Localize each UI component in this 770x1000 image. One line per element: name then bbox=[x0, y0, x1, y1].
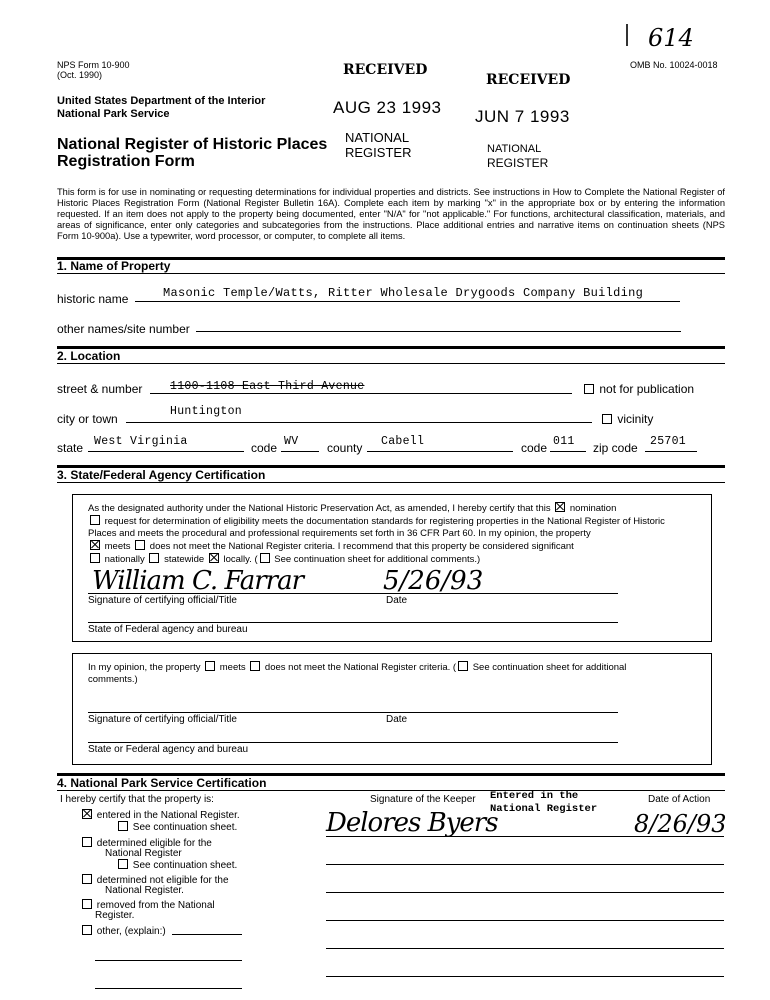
continuation-checkbox[interactable] bbox=[260, 553, 270, 563]
certify-label: I hereby certify that the property is: bbox=[60, 794, 214, 805]
option-entered-cont[interactable] bbox=[116, 821, 237, 834]
keeper-sig-line bbox=[326, 948, 724, 949]
keeper-sig-line bbox=[326, 892, 724, 893]
city-label: city or town bbox=[57, 412, 118, 426]
other-names-line bbox=[196, 331, 681, 332]
date-of-action-label: Date of Action bbox=[648, 794, 711, 805]
removed-label-2: Register. bbox=[95, 910, 135, 921]
entered-stamp-line1: Entered in the bbox=[490, 790, 579, 802]
eligible-label: determined eligible for the bbox=[96, 838, 212, 849]
action-date: 8/26/93 bbox=[634, 810, 727, 838]
county-value[interactable]: Cabell bbox=[381, 435, 425, 448]
state-label: state bbox=[57, 441, 84, 455]
city-value[interactable]: Huntington bbox=[170, 405, 243, 418]
stamp-2-line2: REGISTER bbox=[487, 156, 549, 170]
other-names-label: other names/site number bbox=[57, 322, 190, 336]
stamp-2-date: JUN 7 1993 bbox=[475, 107, 570, 126]
agency-line bbox=[88, 742, 618, 743]
opinion-continuation-checkbox[interactable] bbox=[458, 661, 468, 671]
explain-line bbox=[95, 988, 242, 989]
opinion-meets-label: meets bbox=[219, 662, 246, 673]
nomination-label: nomination bbox=[569, 503, 617, 514]
street-line bbox=[150, 393, 572, 394]
statewide-checkbox[interactable] bbox=[149, 553, 159, 563]
entered-cont-label: See continuation sheet. bbox=[132, 822, 238, 833]
stamp-2-line1: NATIONAL bbox=[487, 143, 542, 155]
zip-line bbox=[645, 451, 697, 452]
not-for-publication[interactable] bbox=[582, 382, 694, 396]
opinion-meets-checkbox[interactable] bbox=[205, 661, 215, 671]
removed-label: removed from the National bbox=[96, 900, 215, 911]
not-eligible-label: determined not eligible for the bbox=[96, 875, 229, 886]
vicinity-label: vicinity bbox=[617, 412, 654, 426]
not-eligible-label-2: National Register. bbox=[105, 885, 184, 896]
zip-value[interactable]: 25701 bbox=[650, 435, 687, 448]
signature-label: Signature of certifying official/Title bbox=[88, 595, 237, 606]
form-title: National Register of Historic Places bbox=[57, 136, 328, 153]
cert-text-1: As the designated authority under the National Historic Preservation Act, as amended, I hereby certify that this bbox=[88, 503, 551, 514]
section-4-heading: 4. National Park Service Certification bbox=[57, 776, 267, 790]
signature-line bbox=[88, 593, 618, 594]
nationally-label: nationally bbox=[104, 554, 145, 565]
street-value[interactable]: 1100-1108 East Third Avenue bbox=[170, 380, 365, 393]
eligible-checkbox[interactable] bbox=[82, 837, 92, 847]
other-line bbox=[172, 934, 242, 935]
form-date: (Oct. 1990) bbox=[57, 70, 103, 80]
opinion-not-meet-label: does not meet the National Register criteria. ( bbox=[264, 662, 457, 673]
entered-checkbox[interactable] bbox=[82, 809, 92, 819]
meets-checkbox[interactable] bbox=[90, 540, 100, 550]
signature-label-2: Signature of certifying official/Title bbox=[88, 714, 237, 725]
section-3-heading: 3. State/Federal Agency Certification bbox=[57, 468, 266, 482]
section-underline bbox=[57, 273, 725, 274]
eligibility-checkbox[interactable] bbox=[90, 515, 100, 525]
date-label: Date bbox=[386, 595, 408, 606]
agency-label-2: State or Federal agency and bureau bbox=[88, 744, 249, 755]
state-code-label: code bbox=[251, 441, 278, 455]
section-1-heading: 1. Name of Property bbox=[57, 259, 171, 273]
county-code-value[interactable]: 011 bbox=[553, 435, 575, 448]
historic-name-value[interactable]: Masonic Temple/Watts, Ritter Wholesale Drygoods Company Building bbox=[163, 286, 644, 300]
handwritten-number: 614 bbox=[648, 24, 694, 52]
county-code-label: code bbox=[521, 441, 548, 455]
cert-text-2: request for determination of eligibility meets the documentation standards for registering properties in the National Register of Historic Places and meets the procedural and professional requirements set forth in 36 CFR Part 60. In my opinion, the property bbox=[88, 516, 665, 539]
does-not-meet-checkbox[interactable] bbox=[135, 540, 145, 550]
removed-checkbox[interactable] bbox=[82, 899, 92, 909]
county-line bbox=[367, 451, 513, 452]
historic-name-line bbox=[135, 301, 680, 302]
state-code-value[interactable]: WV bbox=[284, 435, 299, 448]
pen-mark bbox=[626, 24, 628, 46]
department-name: United States Department of the Interior bbox=[57, 95, 266, 107]
state-code-line bbox=[281, 451, 319, 452]
received-stamp-1: RECEIVED bbox=[343, 62, 428, 78]
does-not-meet-label: does not meet the National Register criteria. I recommend that this property be considered significant bbox=[149, 541, 574, 552]
form-number: NPS Form 10-900 bbox=[57, 60, 130, 70]
county-code-line bbox=[550, 451, 586, 452]
not-for-publication-checkbox[interactable] bbox=[584, 384, 594, 394]
omb-number: OMB No. 10024-0018 bbox=[630, 60, 718, 70]
received-stamp-2: RECEIVED bbox=[486, 72, 571, 88]
not-eligible-checkbox[interactable] bbox=[82, 874, 92, 884]
section-underline bbox=[57, 790, 725, 791]
locally-checkbox[interactable] bbox=[209, 553, 219, 563]
stamp-1-line1: NATIONAL bbox=[345, 130, 410, 145]
keeper-sig-line bbox=[326, 920, 724, 921]
entered-label: entered in the National Register. bbox=[96, 810, 240, 821]
other-label: other, (explain:) bbox=[96, 926, 166, 937]
nationally-checkbox[interactable] bbox=[90, 553, 100, 563]
agency-line bbox=[88, 622, 618, 623]
opinion-paragraph bbox=[88, 661, 678, 686]
keeper-sig-line bbox=[326, 864, 724, 865]
section-2-heading: 2. Location bbox=[57, 349, 121, 363]
state-line bbox=[88, 451, 244, 452]
cert-paragraph bbox=[88, 502, 678, 566]
keeper-label: Signature of the Keeper bbox=[370, 794, 476, 805]
eligible-label-2: National Register bbox=[105, 848, 182, 859]
section-rule bbox=[57, 346, 725, 349]
stamp-1-line2: REGISTER bbox=[345, 145, 412, 160]
vicinity[interactable] bbox=[600, 412, 653, 426]
form-subtitle: Registration Form bbox=[57, 153, 195, 170]
locally-label: locally. ( bbox=[223, 554, 258, 565]
opinion-text: In my opinion, the property bbox=[88, 662, 201, 673]
county-label: county bbox=[327, 441, 363, 455]
street-label: street & number bbox=[57, 382, 143, 396]
certifying-signature: William C. Farrar bbox=[92, 566, 304, 596]
option-other[interactable] bbox=[80, 925, 166, 938]
opinion-continuation-label: See continuation sheet for additional comments.) bbox=[88, 662, 627, 685]
explain-line bbox=[95, 960, 242, 961]
city-line bbox=[126, 422, 592, 423]
signature-line bbox=[88, 712, 618, 713]
date-label-2: Date bbox=[386, 714, 408, 725]
stamp-1-date: AUG 23 1993 bbox=[333, 98, 442, 117]
section-underline bbox=[57, 363, 725, 364]
entered-stamp-line2: National Register bbox=[490, 803, 598, 815]
vicinity-checkbox[interactable] bbox=[602, 414, 612, 424]
zip-label: zip code bbox=[593, 441, 638, 455]
statewide-label: statewide bbox=[164, 554, 205, 565]
keeper-sig-line bbox=[326, 976, 724, 977]
entered-cont-checkbox[interactable] bbox=[118, 821, 128, 831]
instructions-paragraph: This form is for use in nominating or requesting determinations for individual properties and districts. See instructions in How to Complete the National Register of Historic Places Registration Form (National Register Bulletin 16A). Complete each item by marking "x" in the appropriate box or by entering the information requested. If an item does not apply to the property being documented, enter "N/A" for "not applicable." For functions, architectural classification, materials, and areas of significance, enter only categories and subcategories from the instructions. Place additional entries and narrative items on continuation sheets (NPS Form 10-900a). Use a typewriter, word processor, or computer, to complete all items. bbox=[57, 187, 725, 241]
agency-name: National Park Service bbox=[57, 108, 170, 120]
eligible-cont-checkbox[interactable] bbox=[118, 859, 128, 869]
certifying-date: 5/26/93 bbox=[383, 566, 484, 596]
nomination-checkbox[interactable] bbox=[555, 502, 565, 512]
agency-label: State of Federal agency and bureau bbox=[88, 624, 248, 635]
meets-label: meets bbox=[104, 541, 131, 552]
continuation-label: See continuation sheet for additional comments.) bbox=[274, 554, 481, 565]
eligible-cont-label: See continuation sheet. bbox=[132, 860, 238, 871]
other-checkbox[interactable] bbox=[82, 925, 92, 935]
keeper-sig-line bbox=[326, 836, 724, 837]
historic-name-label: historic name bbox=[57, 292, 129, 306]
state-value[interactable]: West Virginia bbox=[94, 435, 188, 448]
option-eligible-cont[interactable] bbox=[116, 859, 237, 872]
not-for-publication-label: not for publication bbox=[599, 382, 695, 396]
opinion-not-meet-checkbox[interactable] bbox=[250, 661, 260, 671]
section-underline bbox=[57, 482, 725, 483]
keeper-signature: Delores Byers bbox=[326, 808, 498, 838]
